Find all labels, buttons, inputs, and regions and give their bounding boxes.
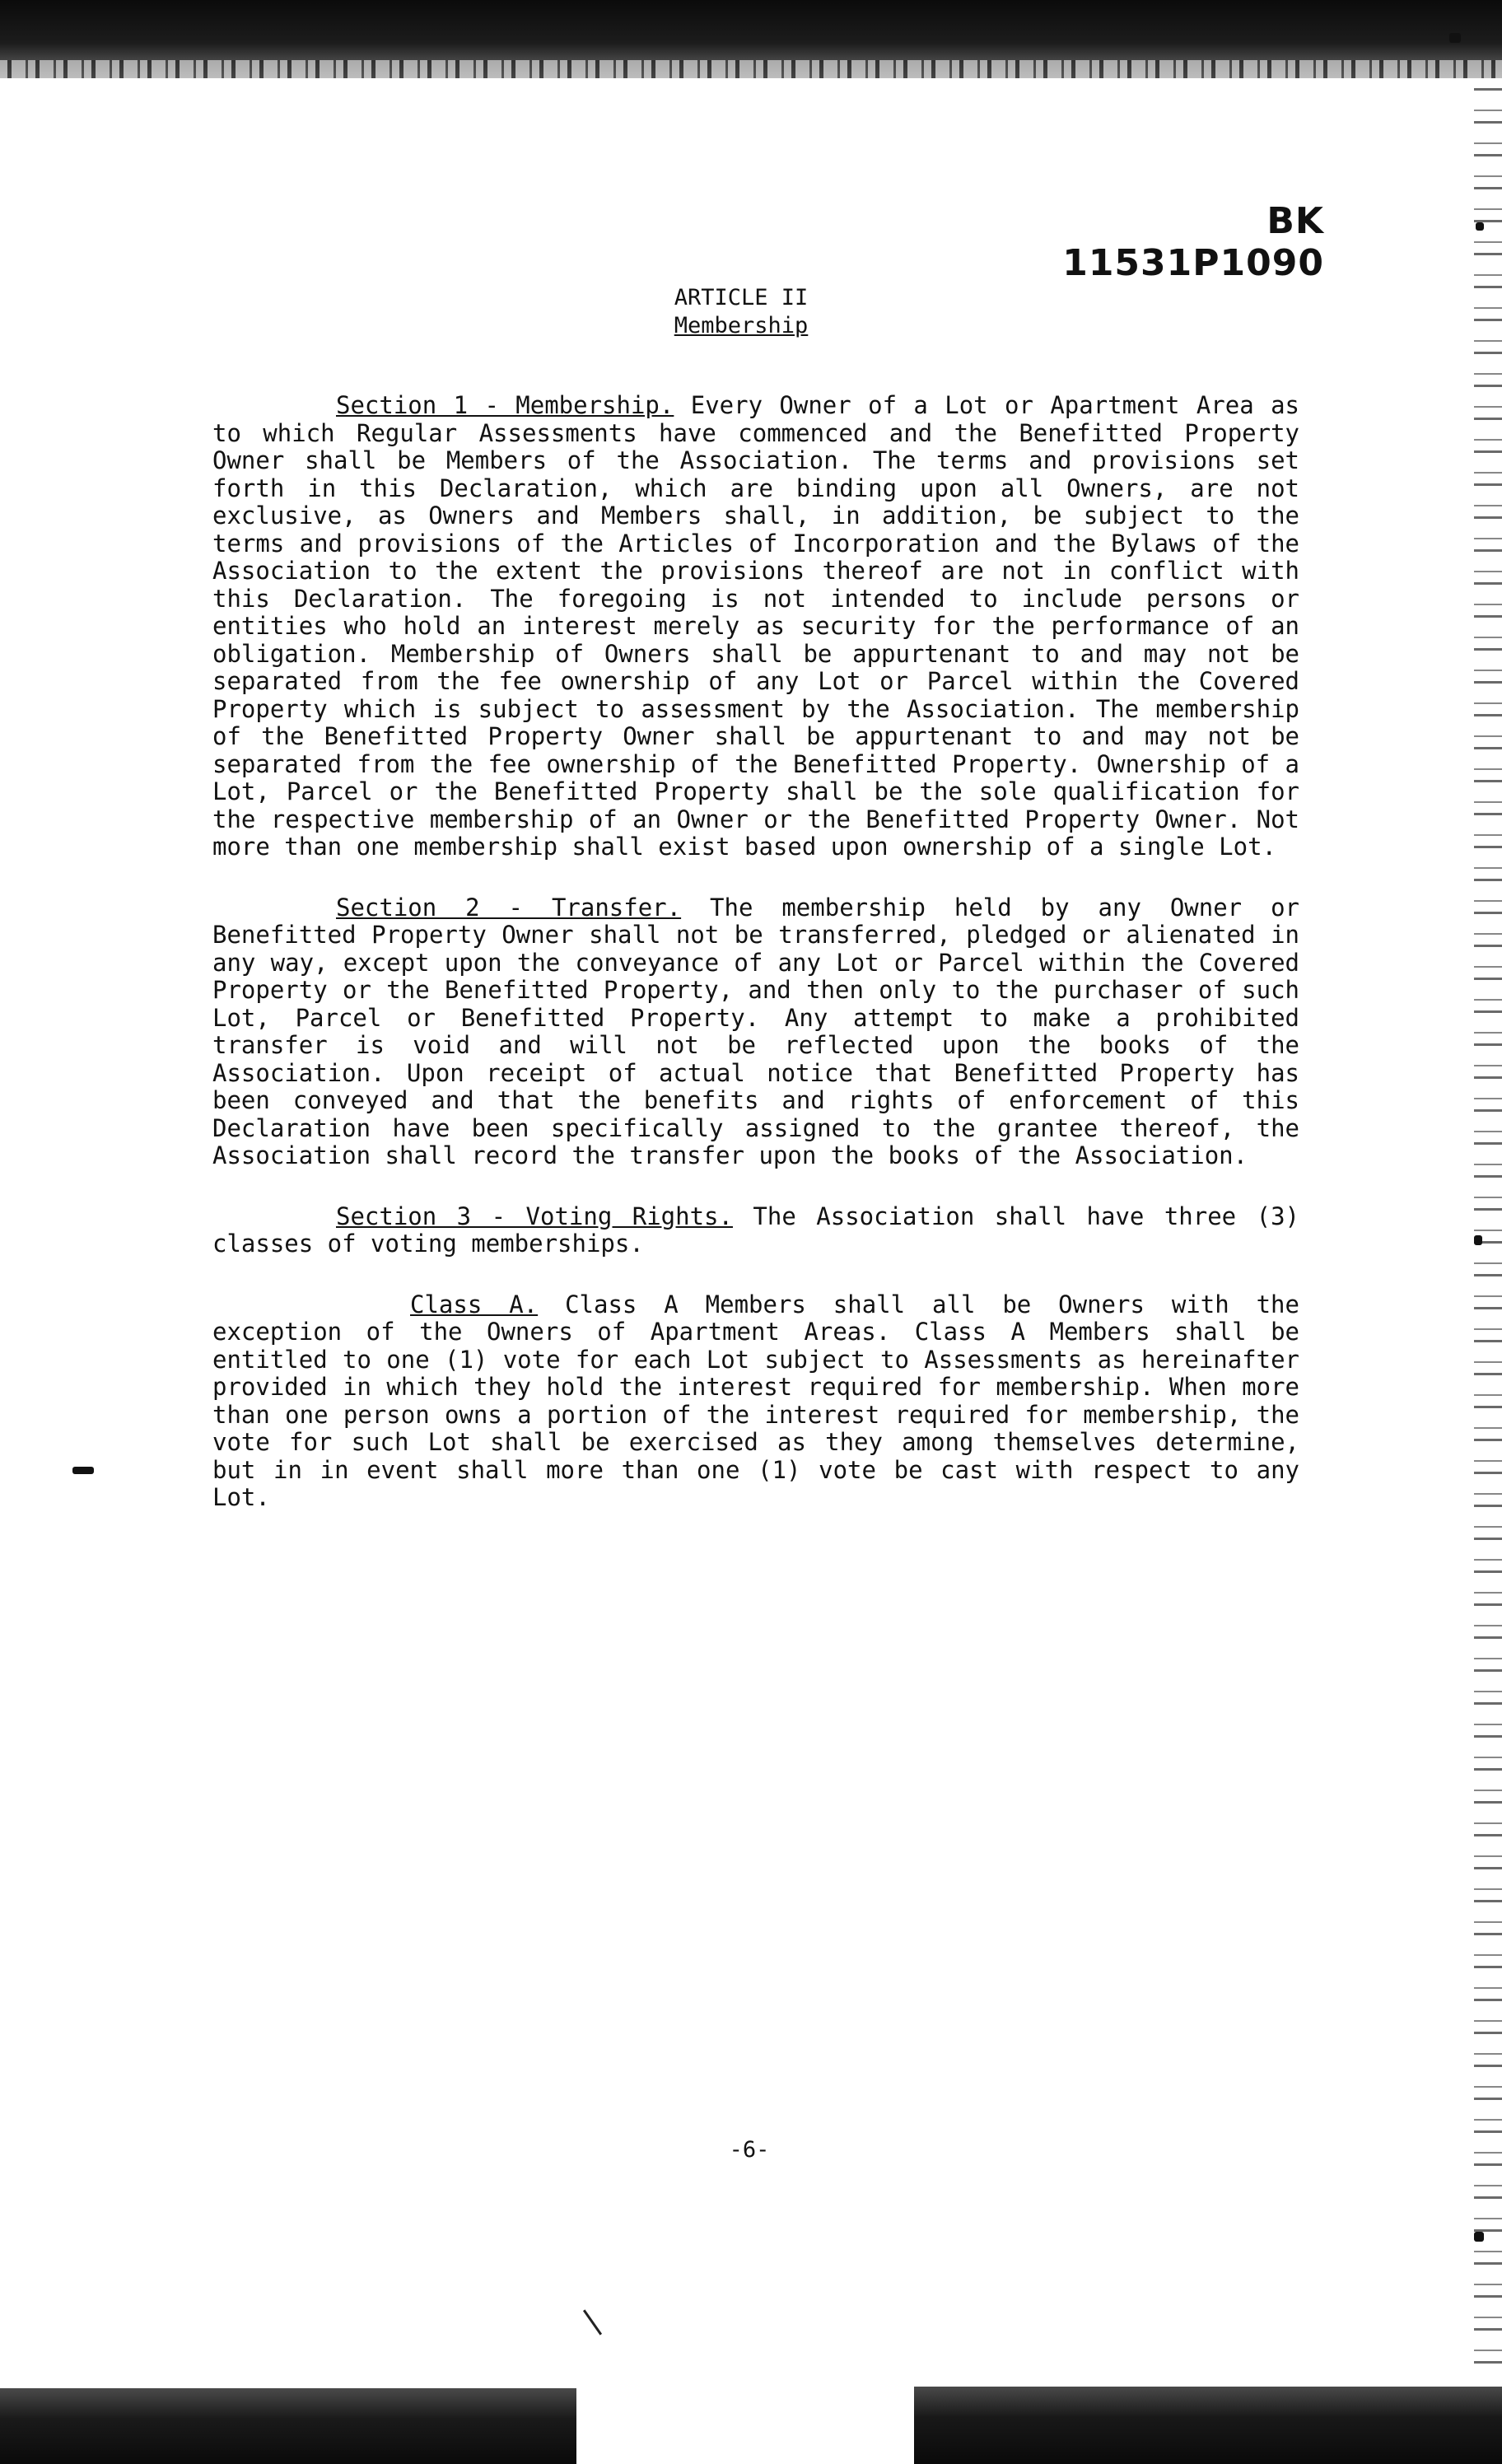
- section-2-body: The membership held by any Owner or Benefitted Property Owner shall not be transferred, pledged or alienated in any way, except upon the conveyance of any Lot or Parcel within the Covered Property or the Benefitted Property, and then only to the purchaser of such Lot, Parcel or Benefitted Property. Any attempt to make a prohibited transfer is void and will not be reflected upon the books of the Association. Upon receipt of actual notice that Benefitted Property has been conveyed and that the benefits and rights of enforcement of this Declaration have been specifically assigned to the grantee thereof, the Association shall record the transfer upon the books of the Association.: [212, 893, 1299, 1169]
- scan-edge-bottom-right: [914, 2387, 1502, 2464]
- section-3-heading: Section 3 - Voting Rights.: [336, 1202, 733, 1230]
- article-heading: [511, 284, 972, 340]
- scan-speck: [1474, 1235, 1482, 1245]
- section-2-heading: Section 2 - Transfer.: [336, 893, 682, 922]
- section-2-paragraph: [212, 894, 1299, 1170]
- scan-edge-top: [0, 0, 1502, 78]
- page-number: -6-: [729, 2137, 770, 2163]
- section-1-heading: Section 1 - Membership.: [336, 391, 674, 419]
- scan-edge-bottom-left: [0, 2388, 576, 2464]
- section-3-paragraph: [212, 1203, 1299, 1258]
- article-title: ARTICLE II: [674, 285, 809, 310]
- document-body: [212, 392, 1299, 1545]
- class-a-body: Class A Members shall all be Owners with the exception of the Owners of Apartment Areas. Class A Members shall be entitled to one (1) vote for each Lot subject to Assessments as hereinafter provided in which they hold the interest required for membership. When more than one person owns a portion of the interest required for membership, the vote for such Lot shall be exercised as they among themselves determine, but in in event shall more than one (1) vote be cast with respect to any Lot.: [212, 1290, 1299, 1511]
- class-a-heading: Class A.: [410, 1290, 539, 1318]
- scan-speck: [1476, 222, 1484, 231]
- document-number: BK 11531P1090: [1062, 200, 1324, 284]
- margin-mark: [72, 1467, 94, 1474]
- scan-speck: [1474, 2232, 1484, 2242]
- class-a-paragraph: [212, 1291, 1299, 1512]
- section-1-body: Every Owner of a Lot or Apartment Area as to which Regular Assessments have commenced and the Benefitted Property Owner shall be Members of the Association. The terms and provisions set forth in this Declaration, which are binding upon all Owners, are not exclusive, as Owners and Members shall, in addition, be subject to the terms and provisions of the Articles of Incorporation and the Bylaws of the Association to the extent the provisions thereof are not in conflict with this Declaration. The foregoing is not intended to include persons or entities who hold an interest merely as security for the performance of an obligation. Membership of Owners shall be appurtenant to and may not be separated from the fee ownership of any Lot or Parcel within the Covered Property which is subject to assessment by the Association. The membership of the Benefitted Property Owner shall be appurtenant to and may not be separated from the fee ownership of the Benefitted Property. Ownership of a Lot, Parcel or the Benefitted Property shall be the sole qualification for the respective membership of an Owner or the Benefitted Property Owner. Not more than one membership shall exist based upon ownership of a single Lot.: [212, 391, 1299, 861]
- stray-pen-mark: [583, 2309, 602, 2335]
- section-1-paragraph: [212, 392, 1299, 861]
- scan-speck: [1449, 33, 1461, 43]
- article-subtitle: Membership: [674, 313, 809, 338]
- section-3-body: The Association shall have three (3) classes of voting memberships.: [212, 1202, 1299, 1258]
- scan-edge-right: [1474, 78, 1502, 2368]
